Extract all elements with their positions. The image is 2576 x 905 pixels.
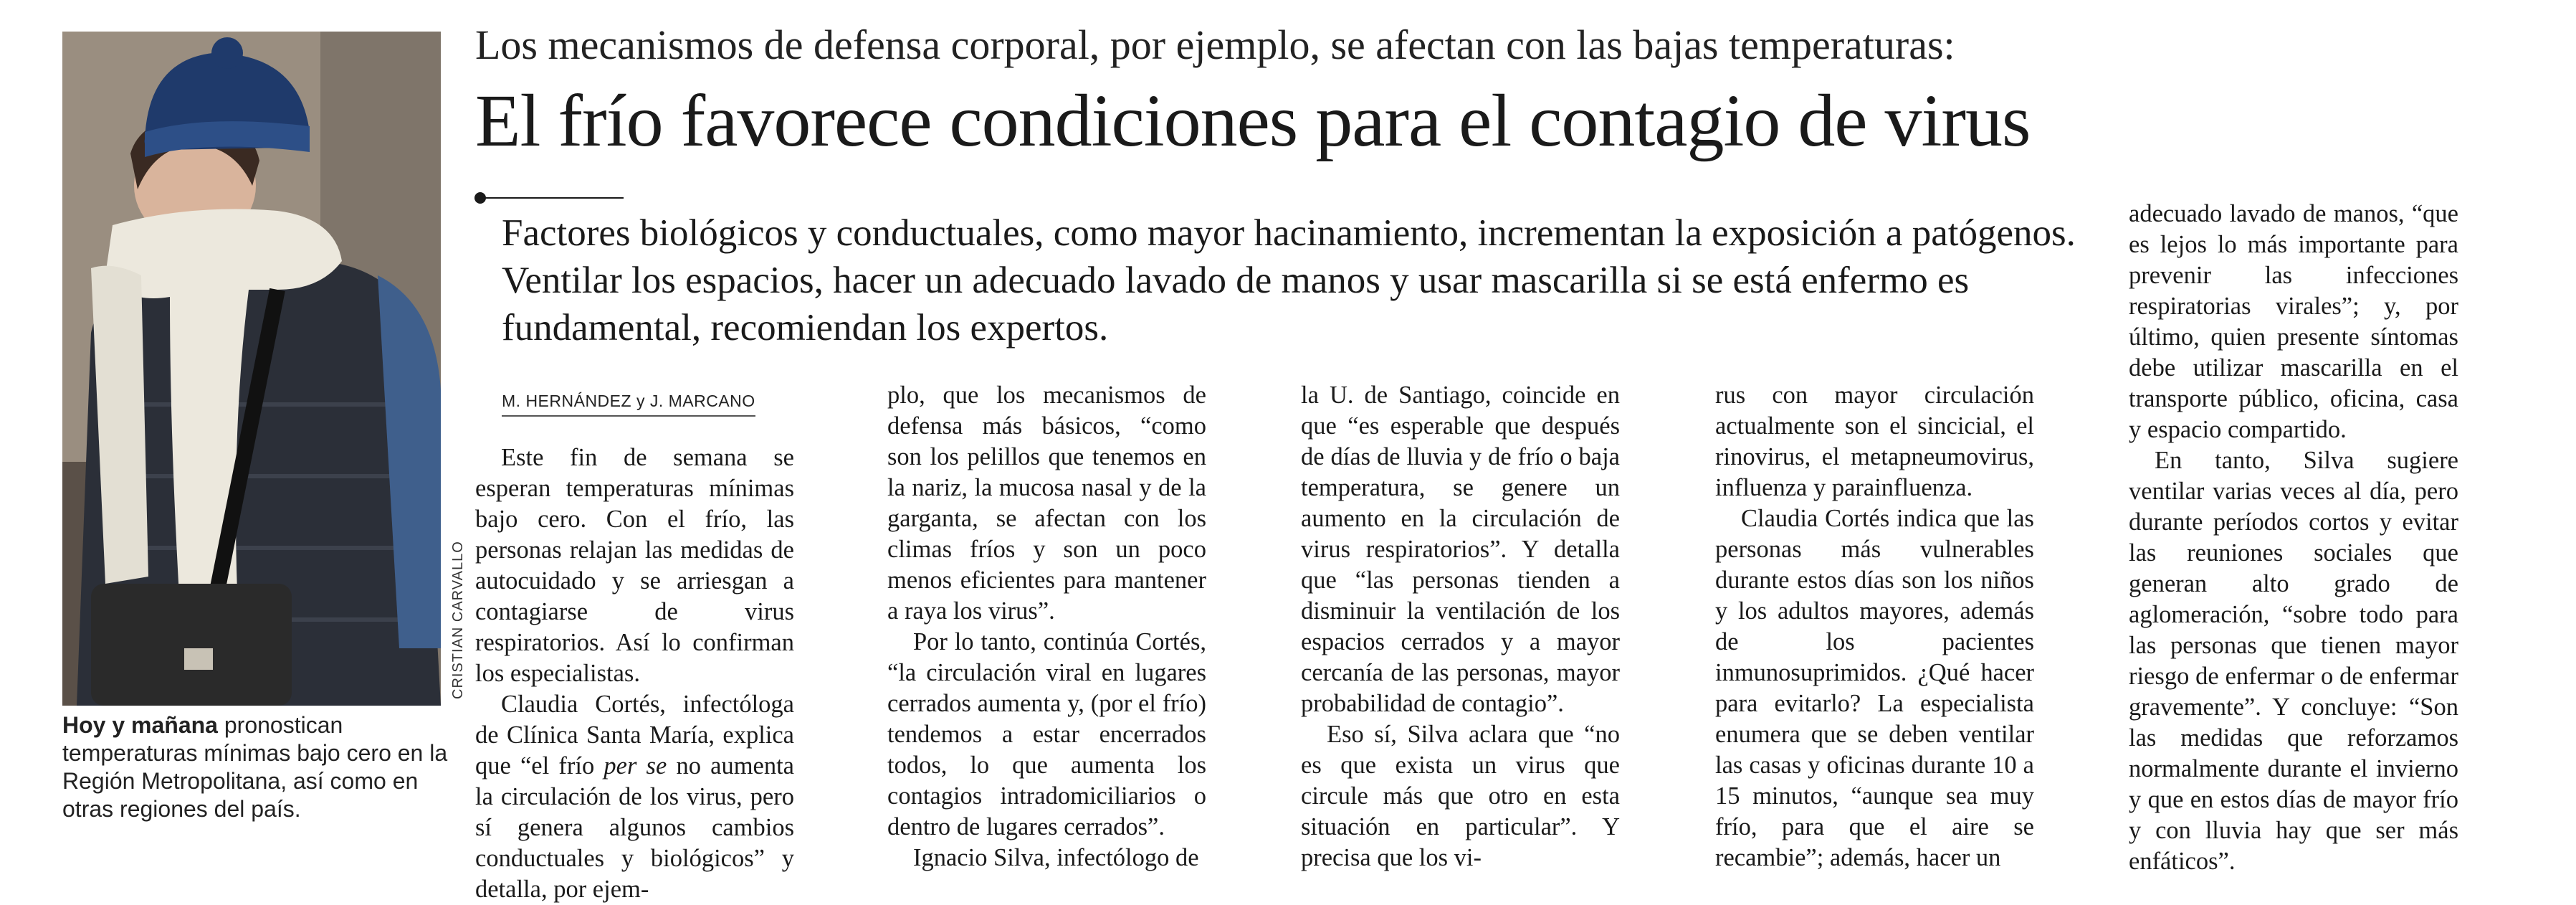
caption-lead: Hoy y mañana bbox=[62, 712, 218, 738]
caption-text: pronostican temperaturas mínimas bajo cero en la Región Metropolitana, así como en otras regiones del país. bbox=[62, 712, 448, 822]
body-column-3 bbox=[1301, 380, 1620, 873]
paragraph: Claudia Cortés, infectóloga de Clínica Santa María, explica que “el frío per se no aumenta la circulación de los virus, pero sí genera algunos cambios conductuales y biológicos” y detalla, por ejem- bbox=[475, 691, 794, 903]
rule-line bbox=[480, 197, 624, 199]
paragraph: Este fin de semana se esperan temperaturas mínimas bajo cero. Con el frío, las personas relajan las medidas de autocuidado y se arriesgan a contagiarse de virus respiratorios. Así lo confirman los especialistas. bbox=[475, 444, 794, 687]
photo-credit: CRISTIAN CARVALLO bbox=[450, 541, 466, 699]
paragraph: Por lo tanto, continúa Cortés, “la circulación viral en lugares cerrados aumenta y, (por el frío) tendemos a estar encerrados todos, lo que aumenta los contagios intradomiciliarios o dentro de lugares cerrados”. bbox=[887, 628, 1206, 840]
byline: M. HERNÁNDEZ y J. MARCANO bbox=[502, 392, 755, 417]
article-photo bbox=[62, 32, 441, 706]
paragraph: plo, que los mecanismos de defensa más básicos, “como son los pelillos que tenemos en la nariz, la mucosa nasal y de la garganta, se afectan con los climas fríos y son un poco menos eficientes para mantener a raya los virus”. bbox=[887, 382, 1206, 625]
paragraph: Eso sí, Silva aclara que “no es que exista un virus que circule más que otro en esta situación en particular”. Y precisa que los vi- bbox=[1301, 721, 1620, 871]
woman-in-winter-clothes-icon bbox=[62, 32, 441, 706]
body-column-5 bbox=[2129, 199, 2458, 877]
headline: El frío favorece condiciones para el contagio de virus bbox=[475, 80, 2031, 162]
paragraph: la U. de Santiago, coincide en que “es esperable que después de días de lluvia y de frío o baja temperatura, se genere un aumento en la circulación de virus respiratorios”. Y detalla que “las personas tienden a disminuir la ventilación de los espacios cerrados y a mayor cercanía de las personas, mayor probabilidad de contagio”. bbox=[1301, 382, 1620, 717]
paragraph: rus con mayor circulación actualmente son el sincicial, el rinovirus, el metapneumovirus, influenza y parainfluenza. bbox=[1715, 382, 2034, 501]
kicker: Los mecanismos de defensa corporal, por ejemplo, se afectan con las bajas temperaturas: bbox=[475, 22, 1955, 68]
photo-caption bbox=[62, 711, 453, 823]
paragraph: adecuado lavado de manos, “que es lejos lo más importante para prevenir las infecciones respiratorias virales”; y, por último, quien presente síntomas debe utilizar mascarilla en el transporte público, oficina, casa y espacio compartido. bbox=[2129, 200, 2458, 443]
paragraph: Ignacio Silva, infectólogo de bbox=[913, 844, 1199, 871]
body-column-4 bbox=[1715, 380, 2034, 873]
body-column-2 bbox=[887, 380, 1206, 873]
body-column-1 bbox=[475, 442, 794, 905]
dek: Factores biológicos y conductuales, como mayor hacinamiento, incrementan la exposición a patógenos. Ventilar los espacios, hacer un adecuado lavado de manos y usar mascarilla si se está enfermo es fundamental, recomiendan los expertos. bbox=[502, 212, 2076, 349]
paragraph: En tanto, Silva sugiere ventilar varias veces al día, pero durante períodos cortos y evitar las reuniones sociales que generan alto grado de aglomeración, “sobre todo para las personas que tienen mayor riesgo de enfermar o de enfermar gravemente”. Y concluye: “Son las medidas que reforzamos normalmente durante el invierno y que en estos días de mayor frío y con lluvia hay que ser más enfáticos”. bbox=[2129, 447, 2458, 875]
paragraph: Claudia Cortés indica que las personas más vulnerables durante estos días son los niños y los adultos mayores, además de los pacientes inmunosuprimidos. ¿Qué hacer para evitarlo? La especialista enumera que se deben ventilar las casas y oficinas durante 10 a 15 minutos, “aunque sea muy frío, para que el aire se recambie”; además, hacer un bbox=[1715, 505, 2034, 871]
